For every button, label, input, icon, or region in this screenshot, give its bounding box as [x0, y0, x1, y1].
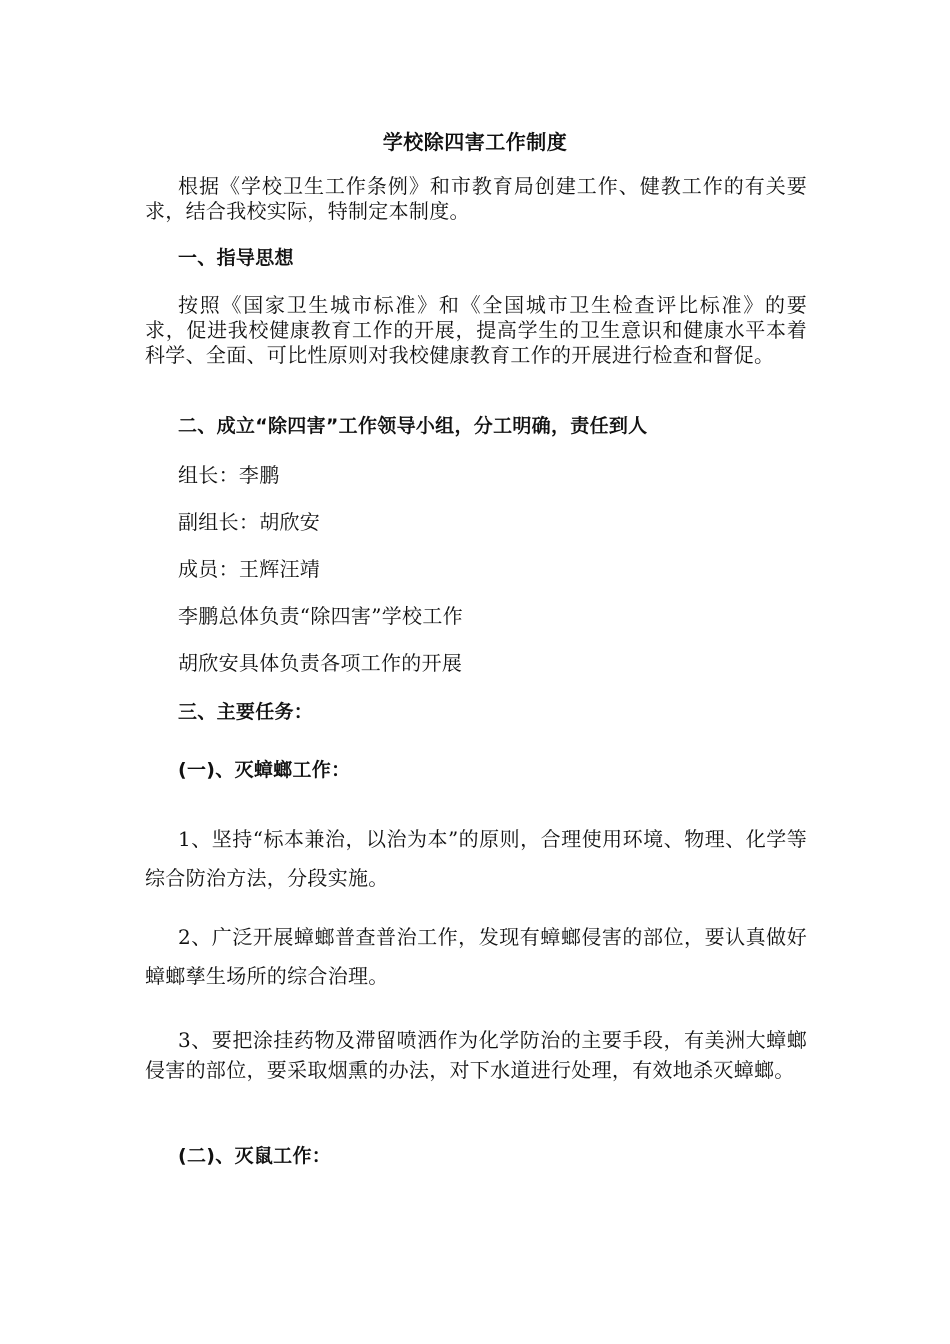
- section2-heading: 二、成立“除四害”工作领导小组，分工明确，责任到人: [178, 415, 648, 437]
- duty-line-1: 李鹏总体负责“除四害”学校工作: [178, 604, 463, 628]
- document-title: 学校除四害工作制度: [382, 130, 568, 154]
- sub1-item-2: 2、广泛开展蟑螂普查普治工作，发现有蟑螂侵害的部位，要认真做好蟑螂孳生场所的综合治理。: [145, 925, 807, 988]
- sub1-item-3: 3、要把涂挂药物及滞留喷洒作为化学防治的主要手段，有美洲大蟑螂侵害的部位，要采取烟熏的办法，对下水道进行处理，有效地杀灭蟑螂。: [145, 1028, 807, 1082]
- duty-line-2: 胡欣安具体负责各项工作的开展: [178, 651, 463, 675]
- sub2-heading: (二)、灭鼠工作：: [178, 1145, 332, 1167]
- sub1-item-1: 1、坚持“标本兼治，以治为本”的原则，合理使用环境、物理、化学等综合防治方法，分段实施。: [145, 827, 807, 890]
- section3-heading: 三、主要任务：: [178, 701, 314, 723]
- intro-paragraph: 根据《学校卫生工作条例》和市教育局创建工作、健教工作的有关要求，结合我校实际，特制定本制度。: [145, 174, 807, 223]
- deputy-line: 副组长：胡欣安: [178, 510, 321, 534]
- section1-body: 按照《国家卫生城市标准》和《全国城市卫生检查评比标准》的要求，促进我校健康教育工作的开展，提高学生的卫生意识和健康水平本着科学、全面、可比性原则对我校健康教育工作的开展进行检查和督促。: [145, 293, 807, 367]
- leader-line: 组长：李鹏: [178, 463, 280, 487]
- members-line: 成员：王辉汪靖: [178, 557, 321, 581]
- section1-heading: 一、指导思想: [178, 247, 294, 269]
- sub1-heading: (一)、灭蟑螂工作：: [178, 759, 351, 781]
